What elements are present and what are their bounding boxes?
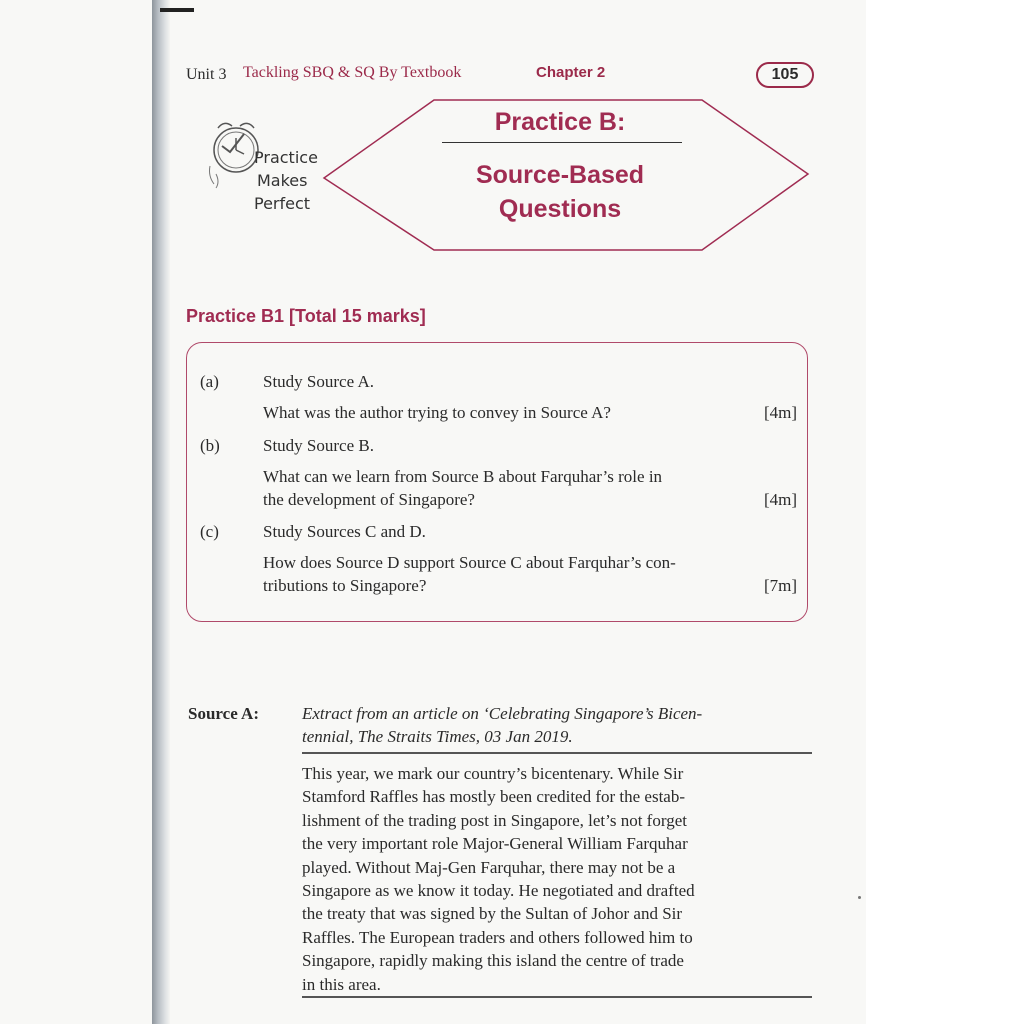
source-a-line: Stamford Raffles has mostly been credited for the estab- (302, 787, 686, 807)
question-b-instruction: Study Source B. (263, 436, 374, 455)
source-a-line: the very important role Major-General William Farquhar (302, 834, 688, 854)
source-a-line: played. Without Maj-Gen Farquhar, there may not be a (302, 857, 676, 877)
source-a-top-rule (302, 752, 812, 754)
source-a-line: This year, we mark our country’s bicentenary. While Sir (302, 764, 684, 783)
source-a-line: lishment of the trading post in Singapore, let’s not forget (302, 810, 687, 830)
practice-makes-perfect-label (254, 146, 318, 215)
page-binding-shadow (152, 0, 170, 1024)
question-a-label: (a) (200, 372, 219, 391)
source-a-bottom-rule (302, 996, 812, 998)
practice-b-title: Practice B: (494, 108, 626, 136)
question-c-text (263, 576, 797, 596)
source-a-caption-line-2: tennial, The Straits Times, 03 Jan 2019. (302, 727, 573, 746)
scan-speck (858, 896, 861, 899)
sbq-title-line-2: Questions (498, 195, 622, 223)
page-number: 105 (756, 62, 814, 88)
page-header (186, 64, 826, 92)
source-a-line: in this area. (302, 974, 381, 994)
chapter-label: Chapter 2 (536, 64, 606, 81)
source-a-body (302, 762, 814, 996)
source-a-line: Singapore, rapidly making this island the centre of trade (302, 951, 684, 971)
binding-mark (160, 8, 194, 12)
question-c-instruction: Study Sources C and D. (263, 522, 426, 541)
source-a-label: Source A: (188, 704, 259, 723)
pmp-line-3: Perfect (254, 194, 311, 213)
question-b-marks: [4m] (763, 490, 797, 509)
title-divider (442, 142, 682, 143)
practice-b1-heading: Practice B1 [Total 15 marks] (186, 306, 426, 326)
pmp-line-1: Practice (254, 148, 318, 167)
source-a-line: Singapore as we know it today. He negotiated and drafted (302, 881, 695, 901)
question-a-line: What was the author trying to convey in Source A? (263, 403, 611, 422)
source-a-caption-line-1: Extract from an article on ‘Celebrating Singapore’s Bicen- (302, 704, 703, 723)
question-a-text (263, 403, 797, 423)
header-title: Tackling SBQ & SQ By Textbook (243, 64, 462, 81)
pmp-line-2: Makes (257, 171, 308, 190)
question-a-instruction: Study Source A. (263, 372, 374, 391)
question-a-marks: [4m] (763, 403, 797, 422)
question-b-line-2: the development of Singapore? (263, 490, 475, 509)
source-a-line: the treaty that was signed by the Sultan of Johor and Sir (302, 904, 683, 924)
question-b-line-1: What can we learn from Source B about Farquhar’s role in (263, 467, 663, 486)
question-c-line-1: How does Source D support Source C about Farquhar’s con- (263, 553, 676, 572)
sbq-title (440, 158, 680, 226)
source-a-caption (302, 702, 812, 748)
question-b-text (263, 490, 797, 510)
page-margin (866, 0, 1024, 1024)
source-a-line: Raffles. The European traders and others followed him to (302, 927, 693, 947)
question-c-line-2: tributions to Singapore? (263, 576, 427, 595)
question-b-label: (b) (200, 436, 220, 455)
sbq-title-line-1: Source-Based (475, 161, 645, 189)
unit-label: Unit 3 (186, 66, 227, 83)
question-c-label: (c) (200, 522, 219, 541)
question-c-marks: [7m] (763, 576, 797, 595)
